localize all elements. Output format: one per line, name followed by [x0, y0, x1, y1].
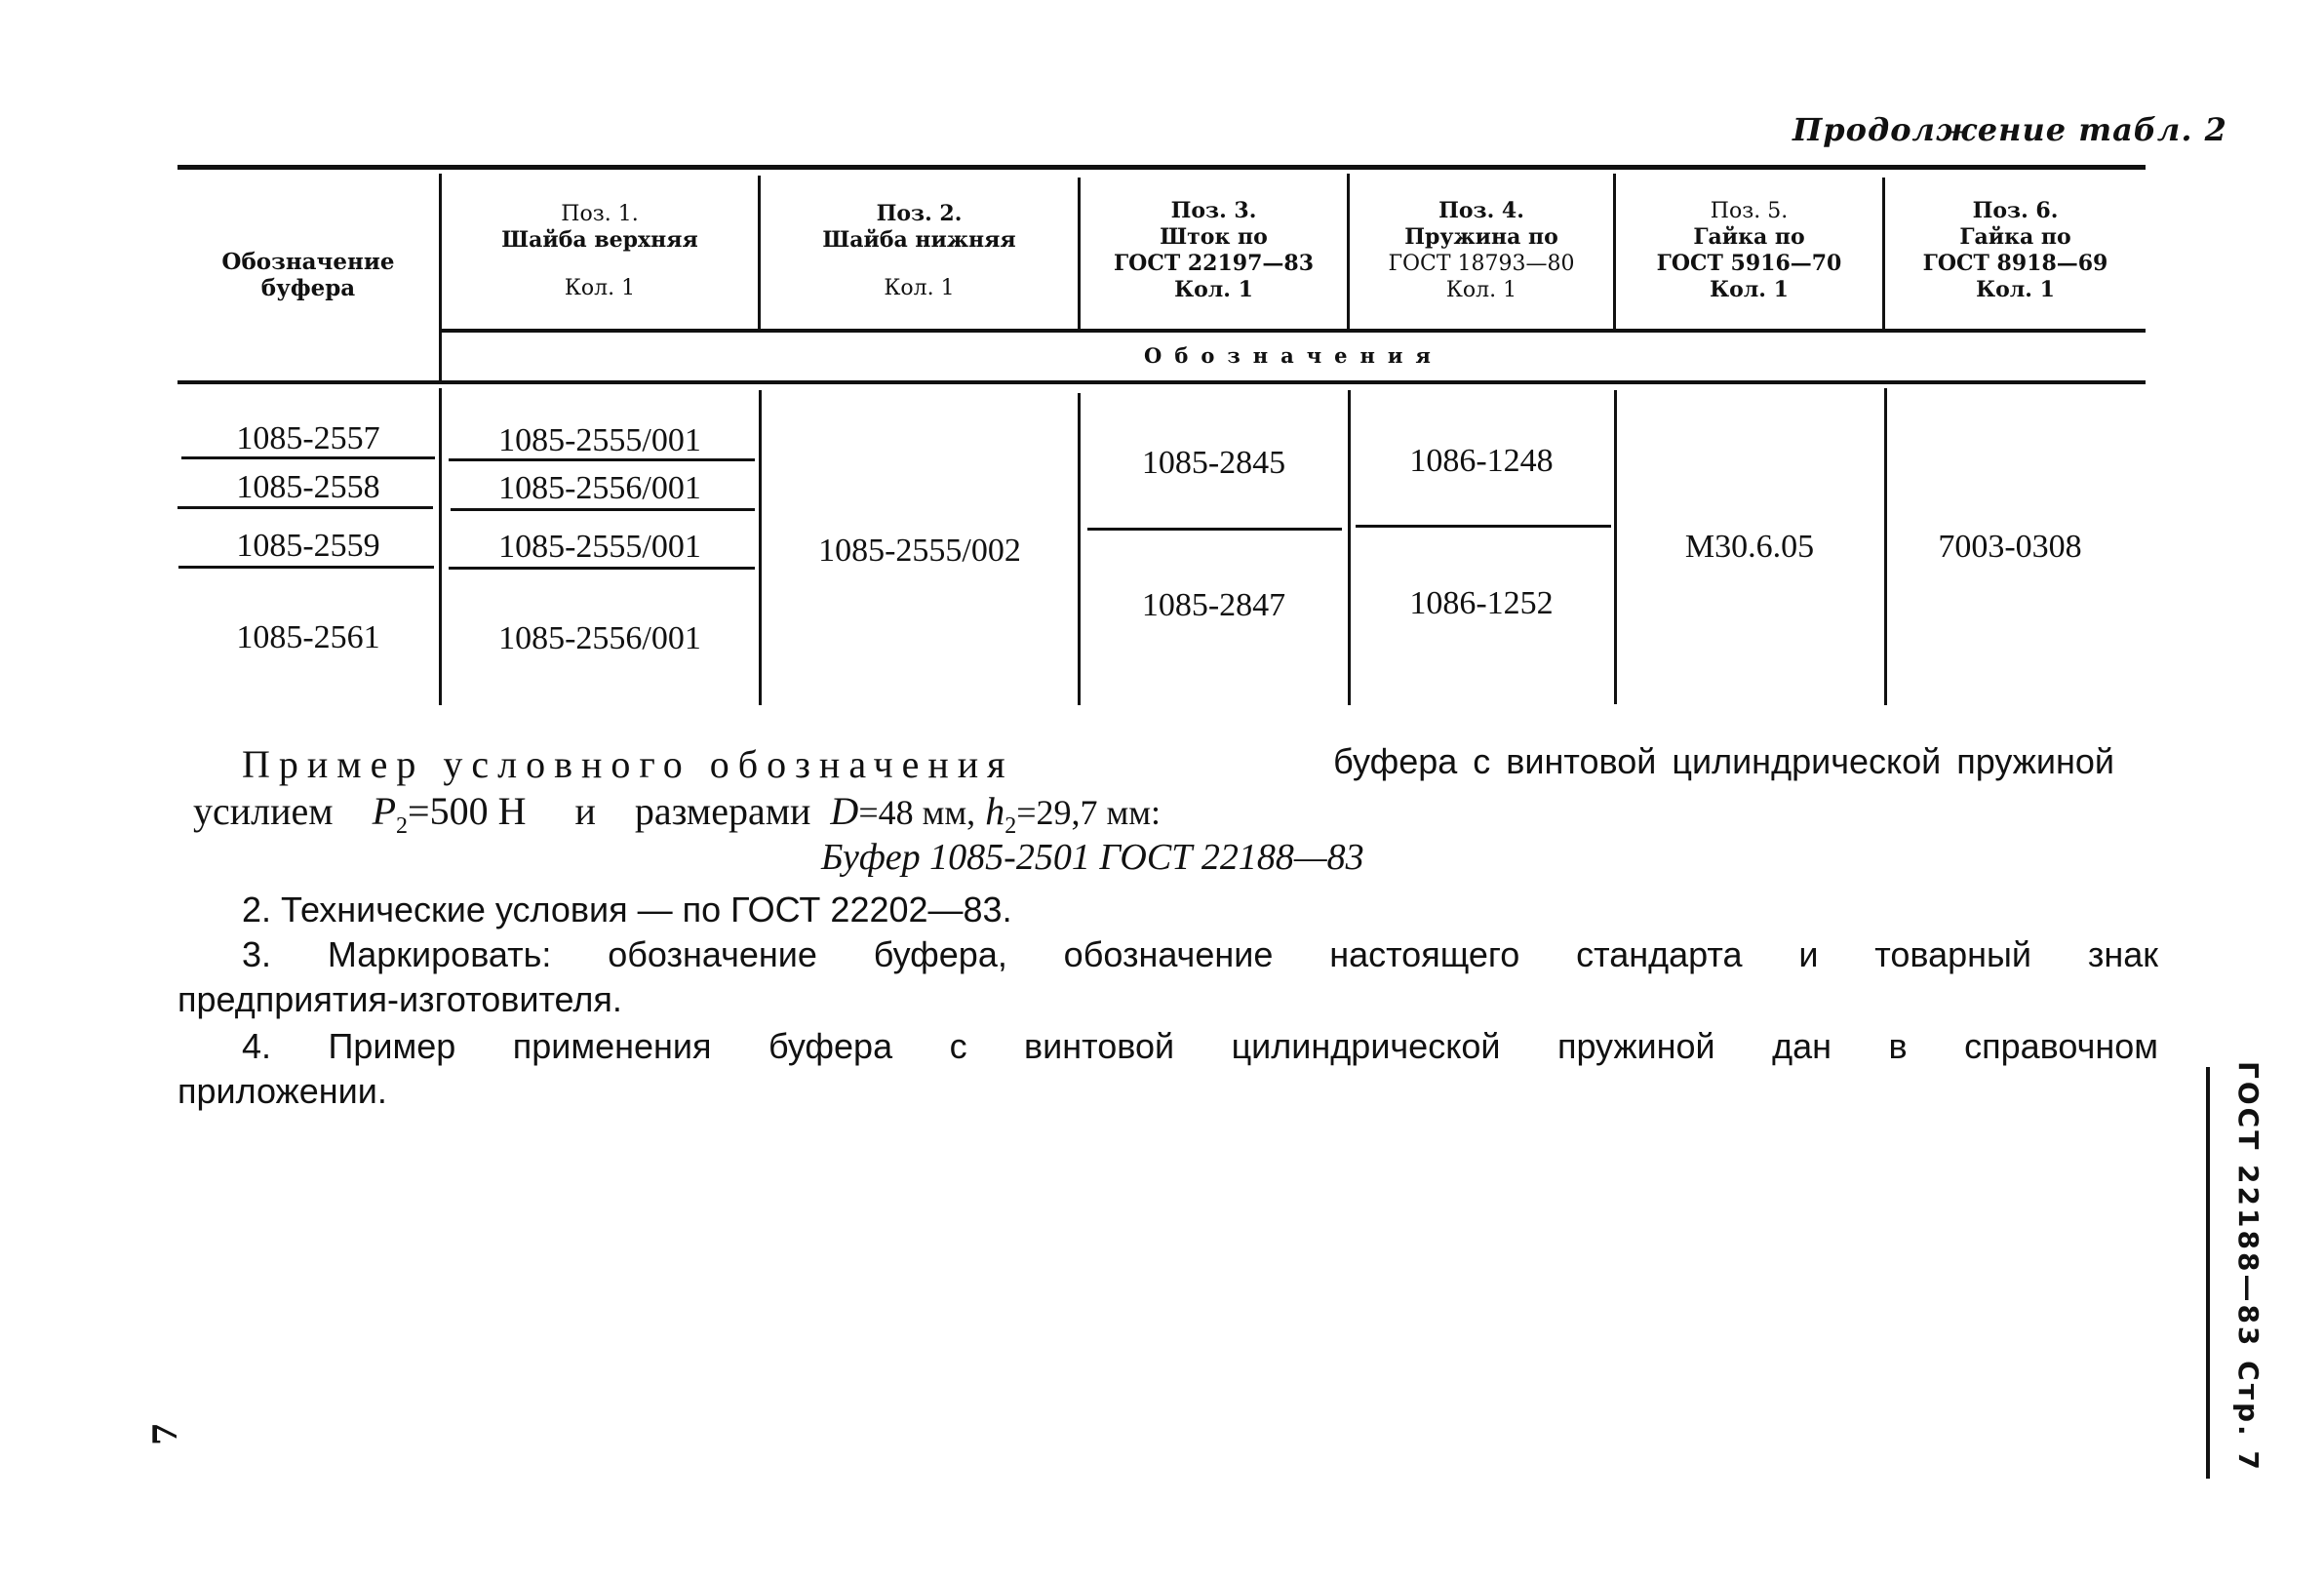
table-continuation-caption: Продолжение табл. 2: [1792, 111, 2227, 148]
example-paragraph-line2: [193, 788, 1161, 840]
pos3-cell: 1085-2847: [1141, 587, 1286, 623]
header-part-name: Шайба нижняя: [822, 226, 1016, 253]
header-quantity: Кол. 1: [884, 275, 955, 300]
buffer-cell: 1085-2558: [236, 469, 380, 505]
text-fragment: =500 Н: [408, 789, 527, 833]
side-rule: [2206, 1067, 2210, 1479]
example-intro-spaced: Пример условного обозначения: [242, 742, 1014, 786]
pos1-cell: 1085-2556/001: [498, 620, 701, 656]
header-pos-number: Поз. 5.: [1710, 199, 1789, 223]
pos3-cell: 1085-2845: [1141, 445, 1286, 481]
header-pos6: [1885, 174, 2146, 328]
header-quantity: Кол. 1: [1445, 278, 1517, 302]
sub-header-designations: Обозначения: [1144, 343, 1443, 368]
header-pos5: [1616, 174, 1882, 328]
header-pos-number: Поз. 3.: [1170, 198, 1257, 223]
subscript: 2: [396, 813, 409, 839]
row-rule: [449, 567, 755, 570]
header-pos-number: Поз. 4.: [1438, 198, 1524, 223]
symbol-d: D: [830, 789, 859, 833]
example-paragraph-line1: [242, 741, 2114, 787]
header-pos-number: Поз. 1.: [561, 201, 639, 226]
header-quantity: Кол. 1: [1710, 277, 1789, 302]
header-part-name: Гайка по: [1959, 224, 2071, 250]
header-pos2: [761, 174, 1078, 328]
header-part-name: Пружина по: [1404, 224, 1558, 250]
row-rule: [1356, 525, 1611, 528]
item-4-line1: 4. Пример применения буфера с винтовой цилиндрической пружиной дан в справочном: [242, 1026, 2158, 1066]
row-rule: [451, 508, 755, 511]
header-designation-line2: буфера: [260, 275, 356, 301]
pos1-cell: 1085-2555/001: [498, 529, 701, 565]
header-inner-rule: [442, 329, 2146, 333]
header-standard: ГОСТ 5916—70: [1656, 251, 1842, 276]
example-intro-rest: буфера с винтовой цилиндрической пружиной: [1333, 741, 2114, 781]
header-part-name: Шток по: [1160, 224, 1268, 250]
header-standard: ГОСТ 8918—69: [1922, 251, 2108, 276]
text-fragment: усилием: [193, 789, 334, 833]
header-standard: ГОСТ 18793—80: [1388, 252, 1575, 276]
header-pos-number: Поз. 6.: [1972, 198, 2059, 223]
header-quantity: Кол. 1: [1976, 277, 2055, 302]
item-3-line2: предприятия-изготовителя.: [177, 979, 622, 1019]
text-fragment: и: [574, 789, 596, 833]
header-pos-number: Поз. 2.: [876, 200, 963, 226]
symbol-p: P: [372, 789, 397, 833]
header-pos3: [1081, 174, 1347, 328]
buffer-cell: 1085-2559: [236, 528, 380, 564]
pos4-cell: 1086-1248: [1409, 443, 1554, 479]
symbol-h: h: [985, 789, 1005, 833]
buffer-cell: 1085-2557: [236, 420, 380, 456]
buffer-cell: 1085-2561: [236, 619, 380, 655]
header-designation: [177, 170, 439, 380]
pos2-cell: 1085-2555/002: [818, 533, 1021, 569]
header-standard: ГОСТ 22197—83: [1113, 251, 1315, 276]
pos5-cell: М30.6.05: [1684, 529, 1815, 565]
col-divider: [1078, 393, 1081, 705]
pos1-cell: 1085-2556/001: [498, 470, 701, 506]
header-quantity: Кол. 1: [564, 275, 636, 300]
header-part-name: Шайба верхняя: [501, 226, 698, 253]
header-quantity: Кол. 1: [1174, 277, 1253, 302]
text-fragment: =29,7 мм:: [1016, 793, 1162, 832]
row-rule: [178, 566, 434, 569]
example-designation: Буфер 1085-2501 ГОСТ 22188—83: [821, 837, 1364, 878]
item-2: 2. Технические условия — по ГОСТ 22202—83.: [242, 890, 1012, 929]
side-standard-label: ГОСТ 22188—83 Стр. 7: [2232, 1061, 2265, 1473]
text-fragment: =48 мм,: [858, 793, 976, 832]
item-3-line1: 3. Маркировать: обозначение буфера, обозначение настоящего стандарта и товарный знак: [242, 934, 2158, 974]
pos6-cell: 7003-0308: [1938, 529, 2082, 565]
header-bottom-rule: [177, 380, 2146, 384]
text-fragment: размерами: [634, 789, 811, 833]
header-designation-line1: Обозначение: [221, 249, 395, 275]
pos1-cell: 1085-2555/001: [498, 422, 701, 458]
row-rule: [1087, 528, 1342, 531]
col-divider: [1348, 390, 1351, 705]
header-pos1: [442, 174, 758, 328]
pos4-cell: 1086-1252: [1409, 585, 1554, 621]
table-top-rule: [177, 165, 2146, 170]
subscript: 2: [1004, 813, 1017, 839]
page-number: 7: [146, 1422, 185, 1445]
item-4-line2: приложении.: [177, 1071, 387, 1111]
header-pos4: [1350, 174, 1613, 328]
header-part-name: Гайка по: [1693, 224, 1805, 250]
